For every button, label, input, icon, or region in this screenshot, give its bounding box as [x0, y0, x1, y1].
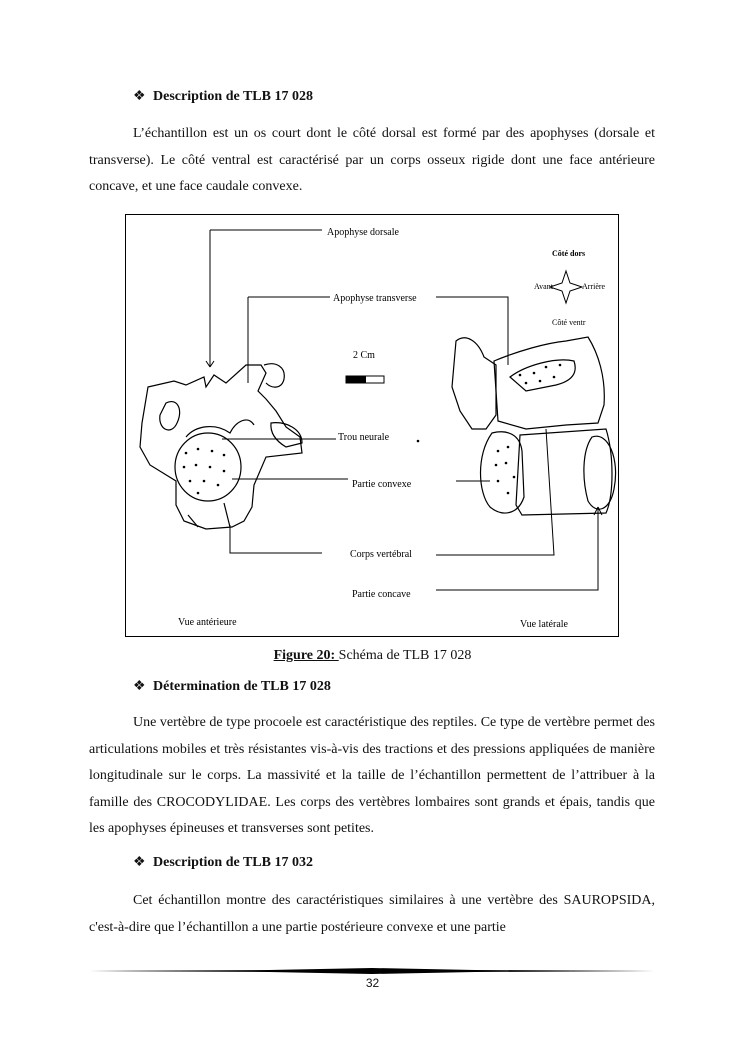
paragraph-text: Cet échantillon montre des caractéristiques similaires à une vertèbre des SAUROPSIDA, c'est-à-dire que l’échantillon a une partie postérieure convexe et une partie — [89, 893, 655, 935]
paragraph-text: L’échantillon est un os court dont le côté dorsal est formé par des apophyses (dorsale et transverse). Le côté ventral est caractérisé par un corps osseux rigide dont une face antérieure concave, et une face caudale convexe. — [89, 126, 655, 194]
label-partie-convexe: Partie convexe — [352, 479, 412, 490]
label-apophyse-dorsale: Apophyse dorsale — [327, 227, 399, 238]
anterior-vertebra-outline — [140, 365, 302, 529]
section-heading-determination-028 — [133, 678, 331, 695]
heading-text: Détermination de TLB 17 028 — [153, 679, 331, 694]
label-cote-ventr: Côté ventr — [552, 318, 586, 327]
diamond-bullet-icon: ❖ — [133, 855, 146, 870]
label-trou-neurale: Trou neurale — [338, 432, 390, 443]
scale-bar — [346, 376, 384, 383]
lateral-centrum-body — [516, 429, 612, 515]
label-corps-vertebral: Corps vertébral — [350, 549, 412, 560]
paragraph-text: Une vertèbre de type procoele est caractéristique des reptiles. Ce type de vertèbre permet des articulations mobiles et très résistantes vis-à-vis des tractions et des pressions appliquées de manière longitudinale sur le corps. La massivité et la taille de l’échantillon permettent de l’attribuer à la famille des CROCODYLIDAE. Les corps des vertèbres lombaires sont grands et épais, tandis que les apophyses épineuses et transverses sont petites. — [89, 715, 655, 836]
dorsal-process-knob — [264, 364, 284, 387]
heading-text: Description de TLB 17 032 — [153, 855, 313, 870]
vertebra-schema — [126, 215, 618, 636]
lateral-transverse-process — [452, 338, 496, 429]
heading-text: Description de TLB 17 028 — [153, 89, 313, 104]
label-partie-concave: Partie concave — [352, 589, 411, 600]
paragraph-determination-028 — [89, 710, 655, 843]
figure-20-diagram — [125, 214, 619, 637]
label-vue-anterieure: Vue antérieure — [178, 617, 237, 628]
label-avant: Avant — [534, 282, 553, 291]
caption-text: Schéma de TLB 17 028 — [338, 648, 472, 663]
neural-canal-edge — [186, 420, 254, 437]
figure-caption — [0, 648, 745, 664]
paragraph-description-028 — [89, 121, 655, 201]
anterior-contour-detail — [188, 503, 230, 527]
label-arriere: Arrière — [582, 282, 606, 291]
orientation-compass-icon — [550, 271, 582, 303]
lateral-concave-face — [584, 436, 616, 509]
diamond-bullet-icon: ❖ — [133, 89, 146, 104]
paragraph-description-032 — [89, 888, 655, 941]
label-cote-dors: Côté dors — [552, 249, 586, 258]
caption-label: Figure 20: — [273, 648, 339, 663]
label-scale: 2 Cm — [353, 350, 375, 361]
footer-divider — [89, 968, 655, 974]
label-vue-laterale: Vue latérale — [520, 619, 568, 630]
page-number: 32 — [365, 976, 380, 990]
left-transverse-process — [160, 402, 180, 430]
section-heading-description-032 — [133, 854, 313, 871]
section-heading-description-028 — [133, 88, 313, 105]
diamond-bullet-icon: ❖ — [133, 679, 146, 694]
label-apophyse-transverse: Apophyse transverse — [333, 293, 417, 304]
lateral-neural-arch — [494, 337, 604, 429]
